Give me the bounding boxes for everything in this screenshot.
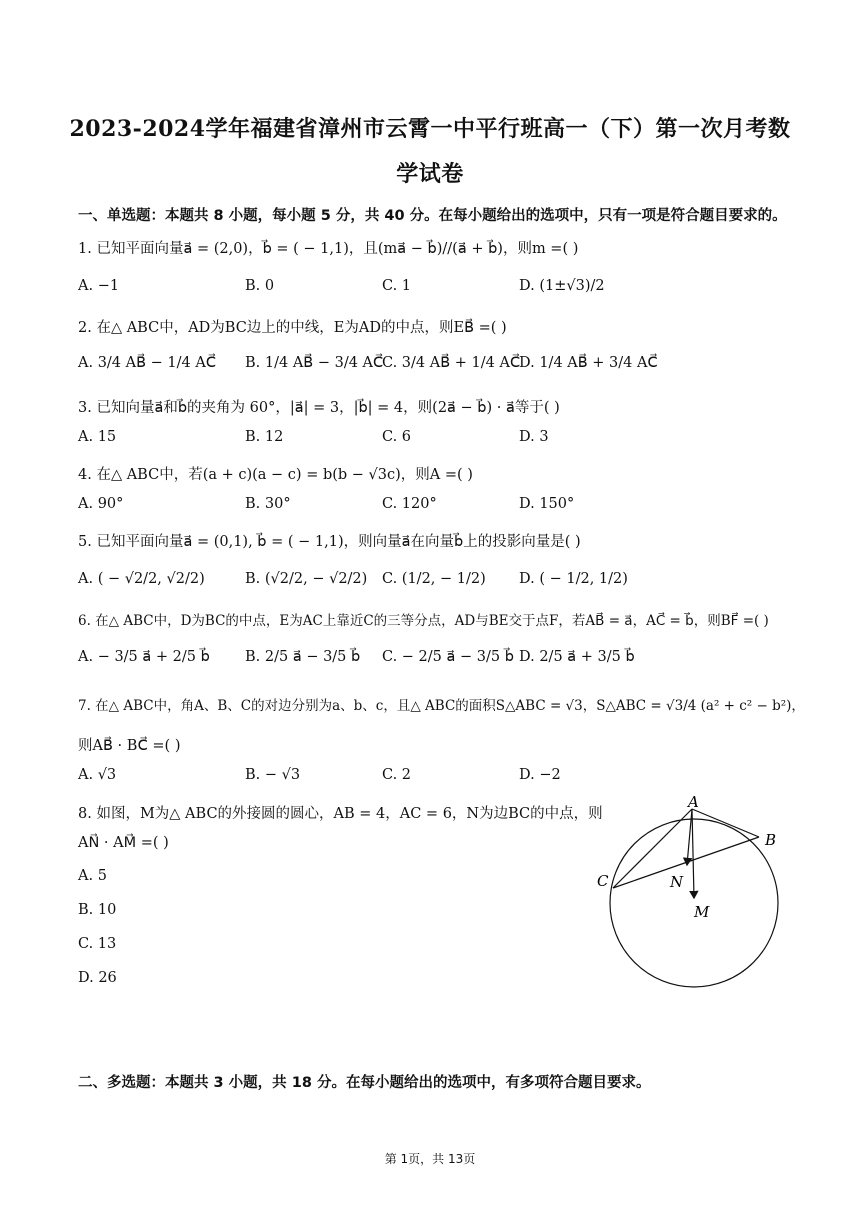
q4-option-d: D. 150° xyxy=(519,496,575,512)
q5-option-c: C. (1/2, − 1/2) xyxy=(382,571,486,587)
question-8-stem: 8. 如图，M为△ ABC的外接圆的圆心，AB = 4，AC = 6，N为边BC的中点，则 xyxy=(78,806,603,822)
page-title-line2: 学试卷 xyxy=(396,161,464,187)
q1-option-d: D. (1±√3)/2 xyxy=(519,278,605,294)
circumcircle-figure xyxy=(592,795,792,990)
label-m: M xyxy=(694,903,710,921)
q6-option-c: C. − 2/5 a⃗ − 3/5 b⃗ xyxy=(382,649,514,665)
q1-option-b: B. 0 xyxy=(245,278,275,294)
q8-option-c: C. 13 xyxy=(78,936,117,952)
label-n: N xyxy=(670,873,684,891)
q1-option-a: A. −1 xyxy=(78,278,120,294)
q8-option-d: D. 26 xyxy=(78,970,117,986)
q8-option-a: A. 5 xyxy=(78,868,107,884)
q3-option-b: B. 12 xyxy=(245,429,284,445)
question-8-stem-cont: AN⃗ · AM⃗ =( ) xyxy=(78,835,169,851)
question-6-stem: 6. 在△ ABC中，D为BC的中点，E为AC上靠近C的三等分点，AD与BE交于点F，若AB⃗ = a⃗，AC⃗ = b⃗，则BF⃗ =( ) xyxy=(78,613,769,629)
q7-option-a: A. √3 xyxy=(78,767,117,783)
q5-option-b: B. (√2/2, − √2/2) xyxy=(245,571,368,587)
q2-option-c: C. 3/4 AB⃗ + 1/4 AC⃗ xyxy=(382,355,521,371)
q4-option-b: B. 30° xyxy=(245,496,291,512)
q4-option-a: A. 90° xyxy=(78,496,124,512)
q2-option-b: B. 1/4 AB⃗ − 3/4 AC⃗ xyxy=(245,355,384,371)
question-7-stem-cont: 则AB⃗ · BC⃗ =( ) xyxy=(78,738,181,754)
q3-option-c: C. 6 xyxy=(382,429,412,445)
label-c: C xyxy=(597,872,609,890)
q7-option-c: C. 2 xyxy=(382,767,412,783)
question-4-stem: 4. 在△ ABC中，若(a + c)(a − c) = b(b − √3c)，则A =( ) xyxy=(78,467,473,483)
q3-option-a: A. 15 xyxy=(78,429,117,445)
question-1-stem: 1. 已知平面向量a⃗ = (2,0)，b⃗ = ( − 1,1)，且(ma⃗ − b⃗)//(a⃗ + b⃗)，则m =( ) xyxy=(78,241,579,257)
section-heading-single-choice: 一、单选题：本题共 8 小题，每小题 5 分，共 40 分。在每小题给出的选项中，只有一项是符合题目要求的。 xyxy=(78,208,787,224)
section-heading-multi-choice: 二、多选题：本题共 3 小题，共 18 分。在每小题给出的选项中，有多项符合题目要求。 xyxy=(78,1075,651,1091)
label-a: A xyxy=(688,795,699,811)
q7-option-b: B. − √3 xyxy=(245,767,301,783)
q1-option-c: C. 1 xyxy=(382,278,412,294)
q5-option-d: D. ( − 1/2, 1/2) xyxy=(519,571,628,587)
question-3-stem: 3. 已知向量a⃗和b⃗的夹角为 60°，|a⃗| = 3，|b⃗| = 4，则(2a⃗ − b⃗) · a⃗等于( ) xyxy=(78,400,560,416)
question-7-stem: 7. 在△ ABC中，角A、B、C的对边分别为a、b、c，且△ ABC的面积S△ABC = √3，S△ABC = √3/4 (a² + c² − b²)， xyxy=(78,698,805,714)
q5-option-a: A. ( − √2/2, √2/2) xyxy=(78,571,205,587)
q2-option-d: D. 1/4 AB⃗ + 3/4 AC⃗ xyxy=(519,355,658,371)
segment-ab xyxy=(692,809,759,837)
label-b: B xyxy=(765,831,777,849)
vector-am xyxy=(692,809,694,898)
question-2-stem: 2. 在△ ABC中，AD为BC边上的中线，E为AD的中点，则EB⃗ =( ) xyxy=(78,320,507,336)
page-title-line1: 2023-2024学年福建省漳州市云霄一中平行班高一（下）第一次月考数 xyxy=(69,116,791,142)
q8-option-b: B. 10 xyxy=(78,902,117,918)
q4-option-c: C. 120° xyxy=(382,496,437,512)
q6-option-d: D. 2/5 a⃗ + 3/5 b⃗ xyxy=(519,649,635,665)
question-5-stem: 5. 已知平面向量a⃗ = (0,1), b⃗ = ( − 1,1)，则向量a⃗在向量b⃗上的投影向量是( ) xyxy=(78,534,581,550)
vector-an xyxy=(687,809,692,865)
q6-option-a: A. − 3/5 a⃗ + 2/5 b⃗ xyxy=(78,649,210,665)
q2-option-a: A. 3/4 AB⃗ − 1/4 AC⃗ xyxy=(78,355,216,371)
q7-option-d: D. −2 xyxy=(519,767,561,783)
segment-bc xyxy=(613,837,759,888)
page-footer: 第 1页，共 13页 xyxy=(384,1152,476,1166)
q3-option-d: D. 3 xyxy=(519,429,549,445)
q6-option-b: B. 2/5 a⃗ − 3/5 b⃗ xyxy=(245,649,361,665)
